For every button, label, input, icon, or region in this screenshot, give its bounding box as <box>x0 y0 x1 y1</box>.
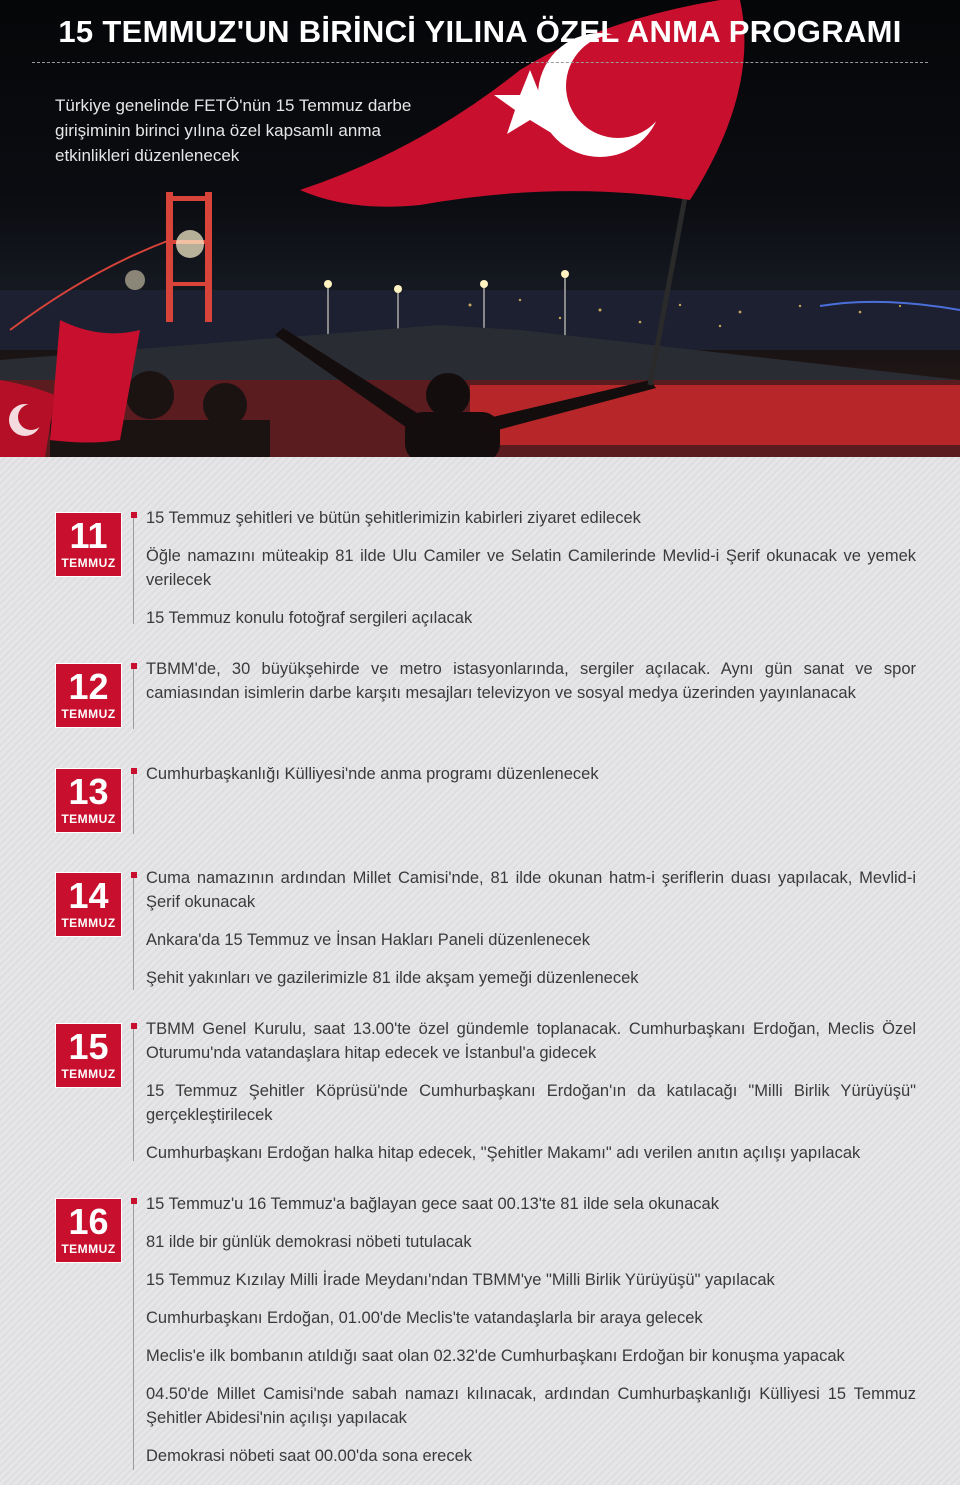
event-item: 15 Temmuz'u 16 Temmuz'a bağlayan gece saat 00.13'te 81 ilde sela okunacak <box>146 1195 719 1213</box>
date-day: 16 <box>68 1201 109 1242</box>
timeline-line <box>133 1023 134 1161</box>
event-item: Cuma namazının ardından Millet Camisi'nde, 81 ilde okunan hatm-i şeriflerin duası yapılacak, Mevlid-i Şerif okunacak <box>146 869 916 911</box>
date-month: TEMMUZ <box>61 812 116 826</box>
timeline-line <box>133 663 134 729</box>
event-item: Cumhurbaşkanlığı Külliyesi'nde anma programı düzenlenecek <box>146 765 599 783</box>
event-item: 04.50'de Millet Camisi'nde sabah namazı kılınacak, ardından Cumhurbaşkanlığı Külliyesi 15 Temmuz Şehitler Abidesi'nin açılışı yapılacak <box>146 1385 916 1427</box>
timeline-marker <box>131 663 137 669</box>
hero-banner <box>0 0 960 457</box>
date-month: TEMMUZ <box>61 1067 116 1081</box>
event-list <box>146 866 916 1004</box>
event-item: 15 Temmuz Şehitler Köprüsü'nde Cumhurbaşkanı Erdoğan'ın da katılacağı "Milli Birlik Yürüyüşü" gerçekleştirilecek <box>146 1082 916 1124</box>
timeline-marker <box>131 512 137 518</box>
page-subtitle: Türkiye genelinde FETÖ'nün 15 Temmuz darbe girişiminin birinci yılına özel kapsamlı anma etkinlikleri düzenlenecek <box>55 96 412 165</box>
event-item: Meclis'e ilk bombanın atıldığı saat olan 02.32'de Cumhurbaşkanı Erdoğan bir konuşma yapacak <box>146 1347 845 1365</box>
event-item: Cumhurbaşkanı Erdoğan, 01.00'de Meclis'te vatandaşlarla bir araya gelecek <box>146 1309 703 1327</box>
event-item: Cumhurbaşkanı Erdoğan halka hitap edecek, "Şehitler Makamı" adı verilen anıtın açılışı yapılacak <box>146 1144 861 1162</box>
event-item: TBMM'de, 30 büyükşehirde ve metro istasyonlarında, sergiler açılacak. Aynı gün sanat ve spor camiasından isimlerin darbe karşıtı mesajları televizyon ve sosyal medya üzerinden yayınlanacak <box>146 660 916 702</box>
date-badge-16 <box>55 1198 122 1263</box>
timeline-marker <box>131 1023 137 1029</box>
event-item: Ankara'da 15 Temmuz ve İnsan Hakları Paneli düzenlenecek <box>146 931 591 949</box>
event-list <box>146 1192 916 1482</box>
event-item: 81 ilde bir günlük demokrasi nöbeti tutulacak <box>146 1233 472 1251</box>
date-badge-14 <box>55 872 122 937</box>
event-list <box>146 657 916 719</box>
date-day: 12 <box>68 666 109 707</box>
event-item: TBMM Genel Kurulu, saat 13.00'te özel gündemle toplanacak. Cumhurbaşkanı Erdoğan, Meclis Özel Oturumu'nda vatandaşlara hitap edecek ve İstanbul'a gidecek <box>146 1020 916 1062</box>
event-list <box>146 1017 916 1179</box>
date-month: TEMMUZ <box>61 556 116 570</box>
event-item: 15 Temmuz Kızılay Milli İrade Meydanı'ndan TBMM'ye "Milli Birlik Yürüyüşü" yapılacak <box>146 1271 775 1289</box>
page-title: 15 TEMMUZ'UN BİRİNCİ YILINA ÖZEL ANMA PROGRAMI <box>58 14 902 49</box>
timeline-line <box>133 512 134 624</box>
event-item: 15 Temmuz konulu fotoğraf sergileri açılacak <box>146 609 473 627</box>
event-item: Demokrasi nöbeti saat 00.00'da sona erecek <box>146 1447 473 1465</box>
date-day: 14 <box>68 875 109 916</box>
title-divider <box>32 62 928 63</box>
event-list <box>146 762 916 800</box>
date-day: 11 <box>69 515 108 556</box>
date-month: TEMMUZ <box>61 1242 116 1256</box>
hero-photo <box>0 0 960 457</box>
event-item: Öğle namazını müteakip 81 ilde Ulu Camiler ve Selatin Camilerinde Mevlid-i Şerif okunacak ve yemek verilecek <box>146 547 916 589</box>
event-item: Şehit yakınları ve gazilerimizle 81 ilde akşam yemeği düzenlenecek <box>146 969 639 987</box>
date-month: TEMMUZ <box>61 707 116 721</box>
program-timeline <box>0 457 960 1485</box>
event-item: 15 Temmuz şehitleri ve bütün şehitlerimizin kabirleri ziyaret edilecek <box>146 509 641 527</box>
date-badge-13 <box>55 768 122 833</box>
timeline-line <box>133 872 134 990</box>
date-badge-11 <box>55 512 122 577</box>
date-day: 15 <box>68 1026 109 1067</box>
timeline-line <box>133 768 134 834</box>
date-badge-12 <box>55 663 122 728</box>
timeline-marker <box>131 872 137 878</box>
date-month: TEMMUZ <box>61 916 116 930</box>
timeline-marker <box>131 1198 137 1204</box>
timeline-marker <box>131 768 137 774</box>
date-day: 13 <box>68 771 109 812</box>
date-badge-15 <box>55 1023 122 1088</box>
timeline-line <box>133 1198 134 1470</box>
event-list <box>146 506 916 644</box>
